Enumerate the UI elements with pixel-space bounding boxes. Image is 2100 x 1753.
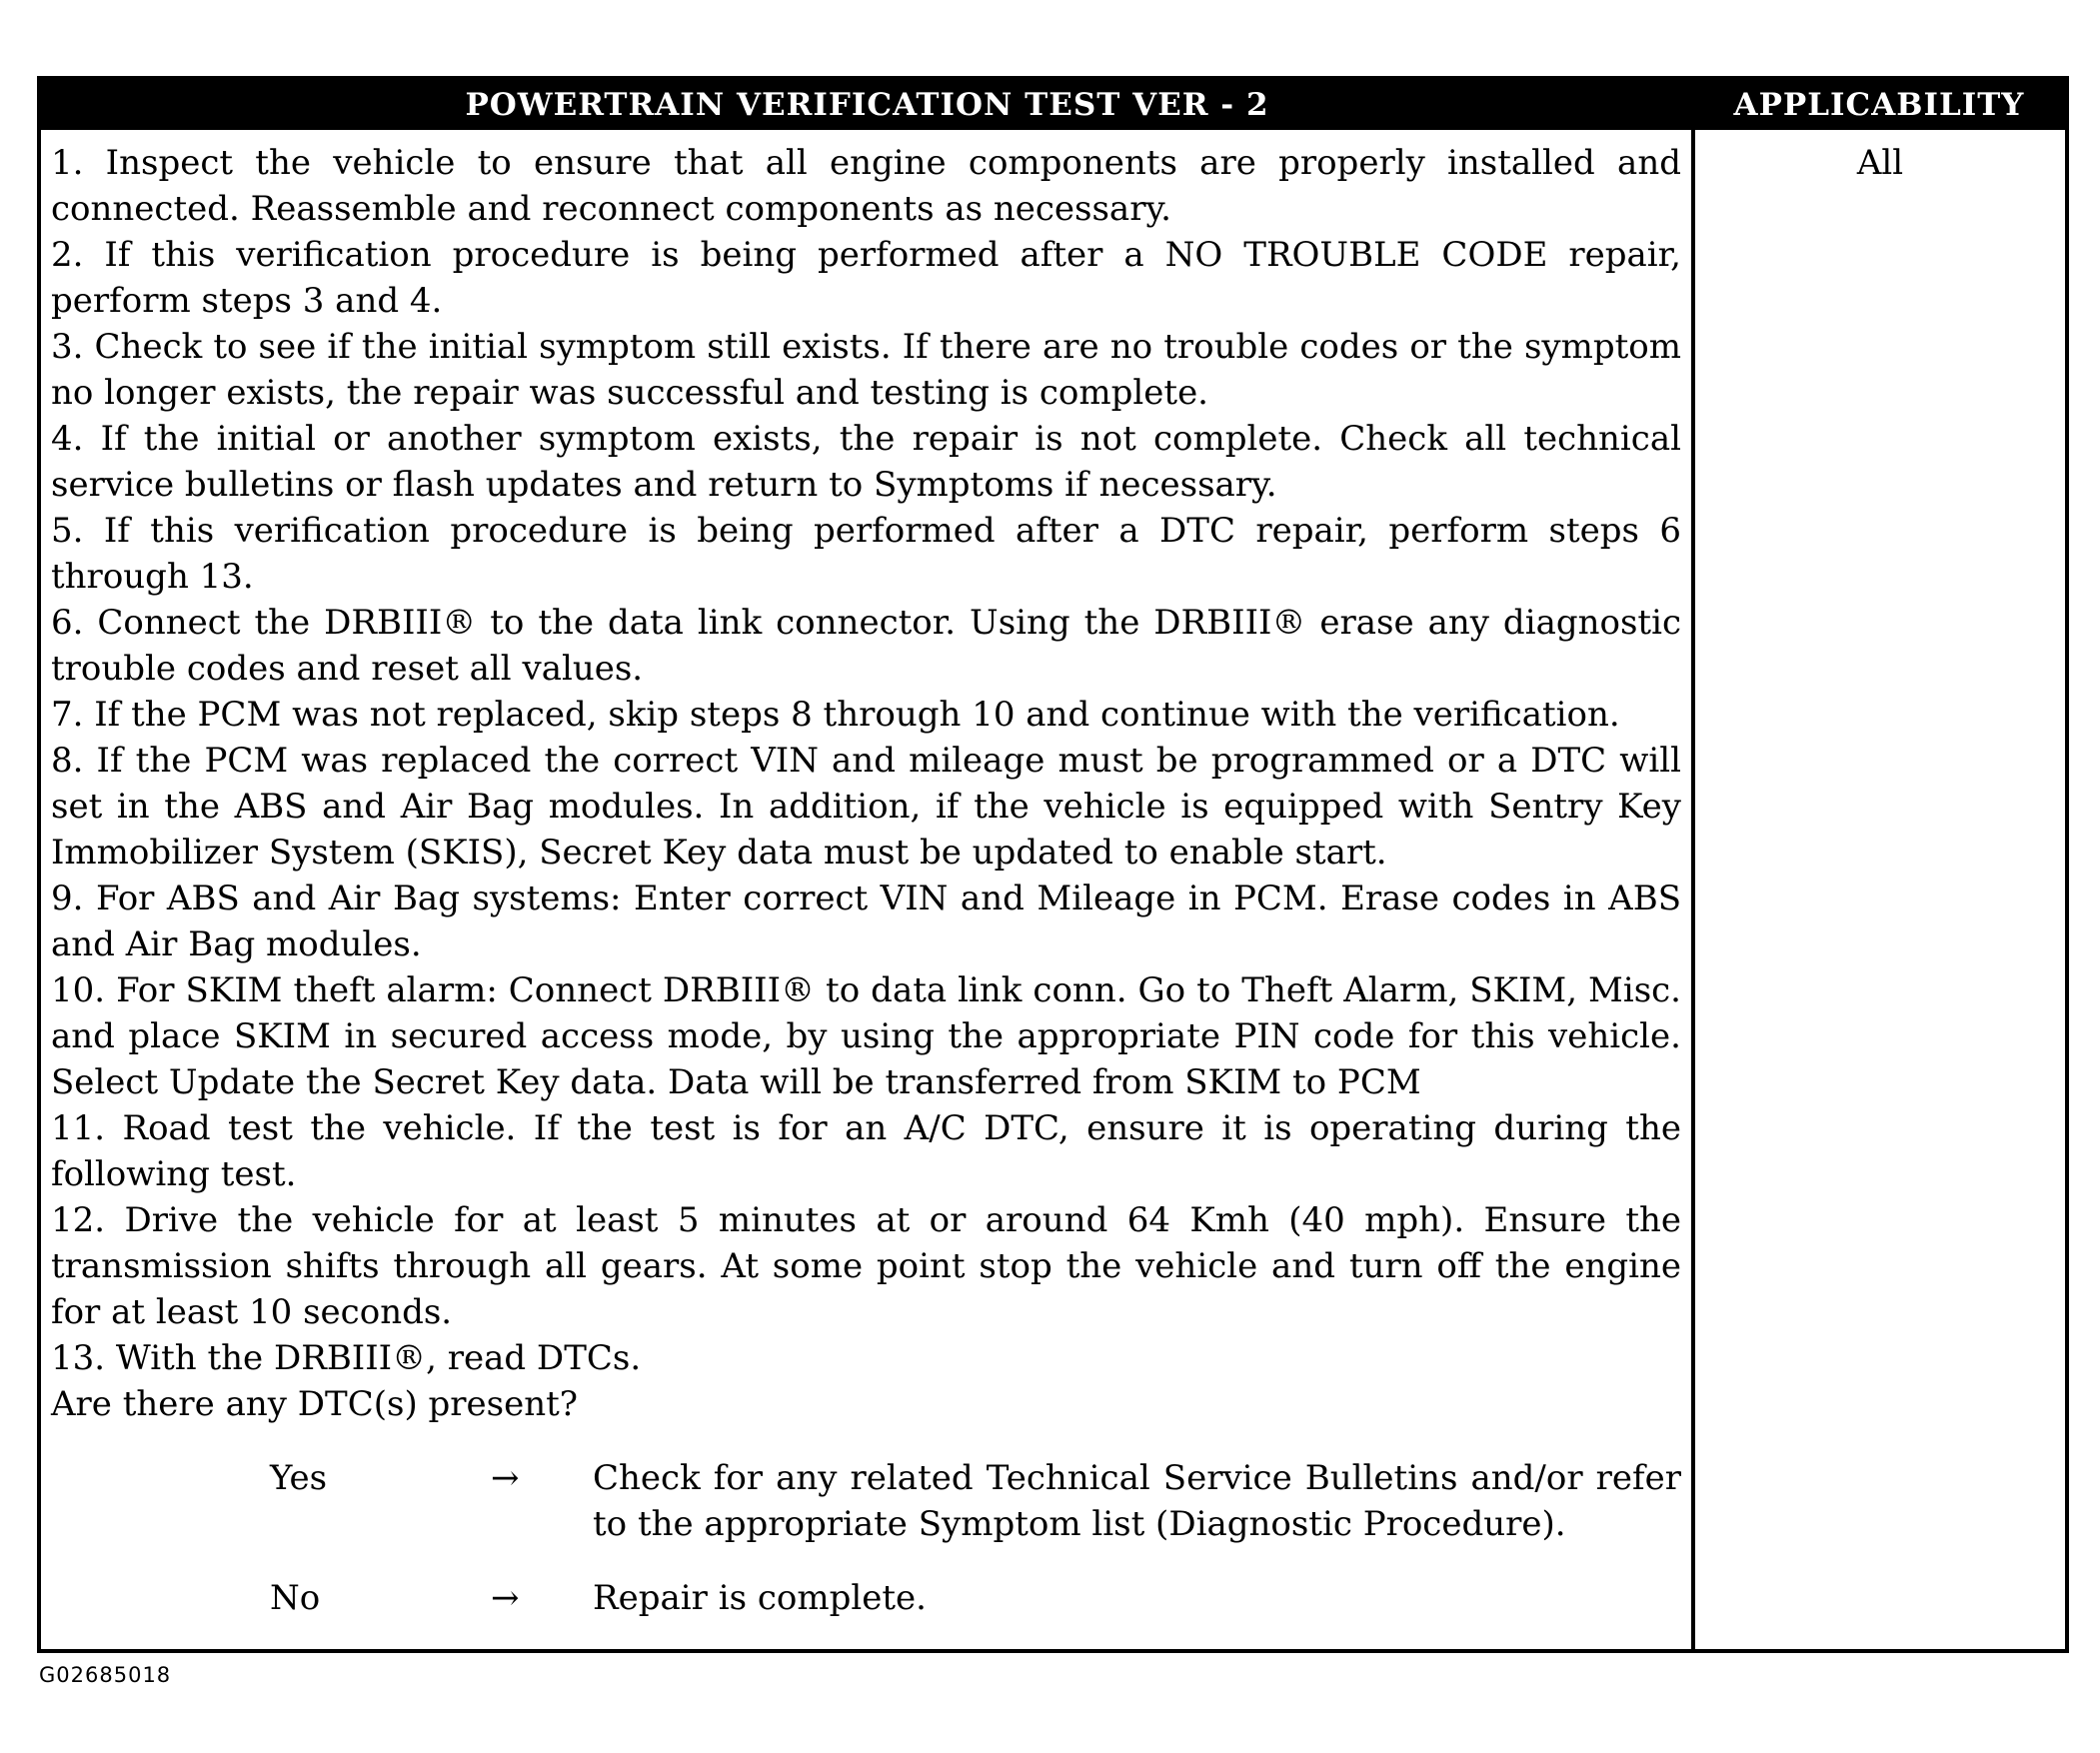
answer-no-label: No — [270, 1578, 321, 1618]
procedure-cell — [39, 130, 1693, 1651]
answer-yes-text: Check for any related Technical Service Bulletins and/or refer to the appropriate Symptom list (Diagnostic Procedure). — [593, 1458, 1681, 1544]
right-arrow-icon: → — [491, 1578, 520, 1618]
table-header-row — [39, 78, 2067, 130]
step-1: 1. Inspect the vehicle to ensure that all engine components are properly installed and connected. Reassemble and reconnect components as necessary. — [51, 143, 1681, 229]
step-7: 7. If the PCM was not replaced, skip steps 8 through 10 and continue with the verification. — [51, 695, 1620, 735]
test-title-header: POWERTRAIN VERIFICATION TEST VER - 2 — [39, 78, 1693, 130]
step-9: 9. For ABS and Air Bag systems: Enter correct VIN and Mileage in PCM. Erase codes in ABS and Air Bag modules. — [51, 878, 1681, 964]
step-13: 13. With the DRBIII®, read DTCs. — [51, 1338, 642, 1378]
figure-id: G02685018 — [39, 1663, 172, 1687]
step-12: 12. Drive the vehicle for at least 5 minutes at or around 64 Kmh (40 mph). Ensure the transmission shifts through all gears. At some point stop the vehicle and turn off the engine for at least 10 seconds. — [51, 1200, 1681, 1332]
applicability-cell — [1693, 130, 2067, 1651]
step-4: 4. If the initial or another symptom exists, the repair is not complete. Check all technical service bulletins or flash updates and return to Symptoms if necessary. — [51, 419, 1681, 505]
answer-yes-label: Yes — [270, 1458, 328, 1498]
applicability-header: APPLICABILITY — [1693, 78, 2067, 130]
applicability-value: All — [1856, 143, 1904, 183]
answer-no-text: Repair is complete. — [593, 1578, 927, 1618]
step-5: 5. If this verification procedure is being performed after a DTC repair, perform steps 6 through 13. — [51, 511, 1681, 597]
step-8: 8. If the PCM was replaced the correct VIN and mileage must be programmed or a DTC will set in the ABS and Air Bag modules. In addition, if the vehicle is equipped with Sentry Key Immobilizer System (SKIS), Secret Key data must be updated to enable start. — [51, 741, 1681, 873]
step-3: 3. Check to see if the initial symptom still exists. If there are no trouble codes or the symptom no longer exists, the repair was successful and testing is complete. — [51, 327, 1681, 413]
step-10: 10. For SKIM theft alarm: Connect DRBIII® to data link conn. Go to Theft Alarm, SKIM, Misc. and place SKIM in secured access mode, by using the appropriate PIN code for this vehicle. Select Update the Secret Key data. Data will be transferred from SKIM to PCM — [51, 970, 1681, 1102]
dtc-question: Are there any DTC(s) present? — [51, 1384, 579, 1424]
answer-yes — [51, 1455, 1681, 1547]
step-11: 11. Road test the vehicle. If the test is for an A/C DTC, ensure it is operating during the following test. — [51, 1108, 1681, 1194]
table-body-row — [39, 130, 2067, 1651]
answer-no — [51, 1575, 1681, 1621]
step-2: 2. If this verification procedure is being performed after a NO TROUBLE CODE repair, perform steps 3 and 4. — [51, 235, 1681, 321]
right-arrow-icon: → — [491, 1458, 520, 1498]
verification-test-table — [37, 76, 2069, 1653]
step-6: 6. Connect the DRBIII® to the data link connector. Using the DRBIII® erase any diagnostic trouble codes and reset all values. — [51, 603, 1681, 689]
